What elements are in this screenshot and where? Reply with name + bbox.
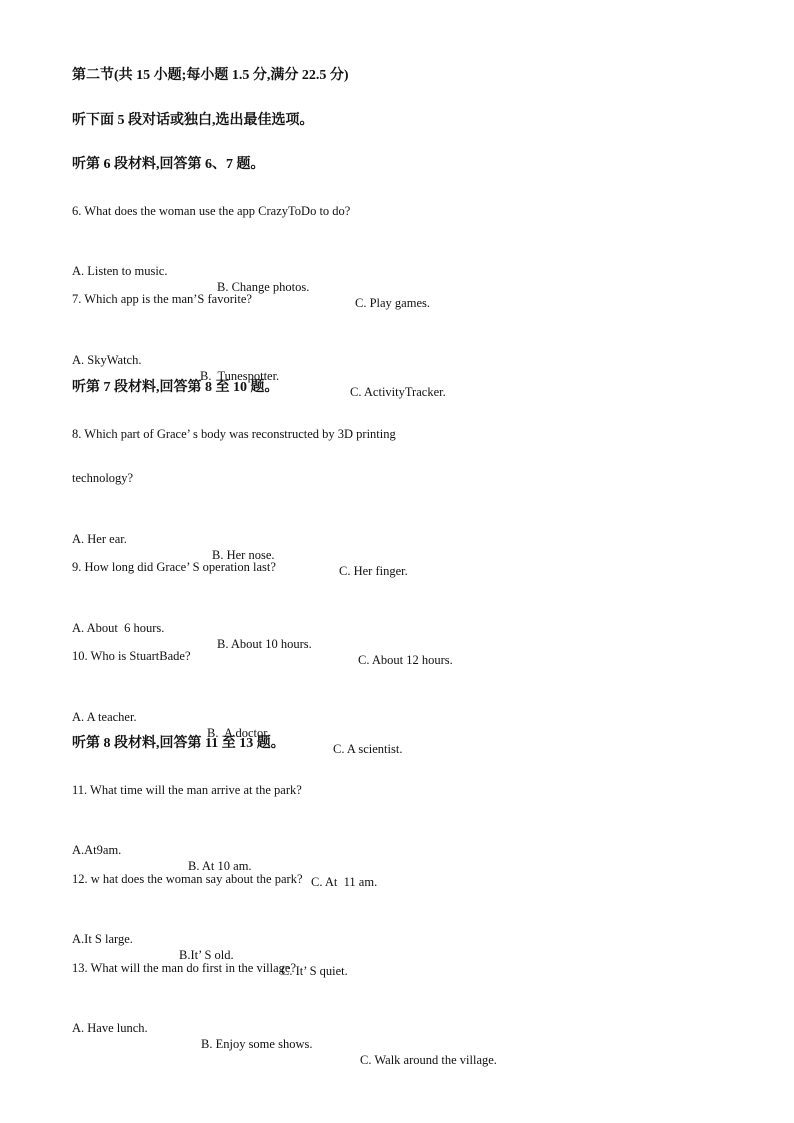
option-a: A. Have lunch. [72, 1021, 148, 1035]
option-a: A. A teacher. [72, 710, 137, 724]
question-text: 6. What does the woman use the app CrazyToDo to do? [72, 204, 351, 218]
option-a: A. Her ear. [72, 532, 127, 546]
option-b: B. Change photos. [217, 280, 310, 294]
group-heading: 听第 8 段材料,回答第 11 至 13 题。 [72, 736, 285, 751]
option-a: A.It S large. [72, 932, 133, 946]
option-c: C. At 11 am. [311, 875, 378, 889]
option-b: B. Tunespotter. [200, 369, 280, 383]
group-heading: 听第 6 段材料,回答第 6、7 题。 [72, 157, 265, 172]
question-text: 8. Which part of Grace’ s body was reconstructed by 3D printing [72, 427, 396, 441]
option-b: B. Her nose. [212, 548, 275, 562]
question-text-continuation: technology? [72, 471, 134, 485]
options-row [72, 1004, 497, 1084]
question-text: 13. What will the man do first in the village? [72, 961, 297, 975]
option-c: C. Play games. [355, 296, 430, 310]
option-c: C. ActivityTracker. [350, 385, 446, 399]
instruction: 听下面 5 段对话或独白,选出最佳选项。 [72, 113, 314, 128]
option-c: C. About 12 hours. [358, 653, 453, 667]
option-a: A. SkyWatch. [72, 353, 142, 367]
question-text: 9. How long did Grace’ S operation last? [72, 560, 276, 574]
question-text: 7. Which app is the man’S favorite? [72, 292, 252, 306]
option-b: B. Enjoy some shows. [201, 1037, 313, 1051]
option-b: B. About 10 hours. [217, 637, 312, 651]
option-b: B. At 10 am. [188, 859, 252, 873]
option-b: B. A doctor. [207, 726, 270, 740]
section-title: 第二节(共 15 小题;每小题 1.5 分,满分 22.5 分) [72, 68, 349, 83]
option-c: C. Her finger. [339, 564, 408, 578]
option-b: B.It’ S old. [179, 948, 234, 962]
option-a: A.At9am. [72, 843, 122, 857]
option-a: A. About 6 hours. [72, 621, 165, 635]
option-a: A. Listen to music. [72, 264, 168, 278]
option-c: C. Walk around the village. [360, 1053, 497, 1067]
option-c: C. A scientist. [333, 742, 403, 756]
question-text: 11. What time will the man arrive at the park? [72, 783, 302, 797]
group-heading: 听第 7 段材料,回答第 8 至 10 题。 [72, 380, 279, 395]
option-c: C. It’ S quiet. [281, 964, 348, 978]
question-text: 12. w hat does the woman say about the park? [72, 872, 303, 886]
question-text: 10. Who is StuartBade? [72, 649, 191, 663]
